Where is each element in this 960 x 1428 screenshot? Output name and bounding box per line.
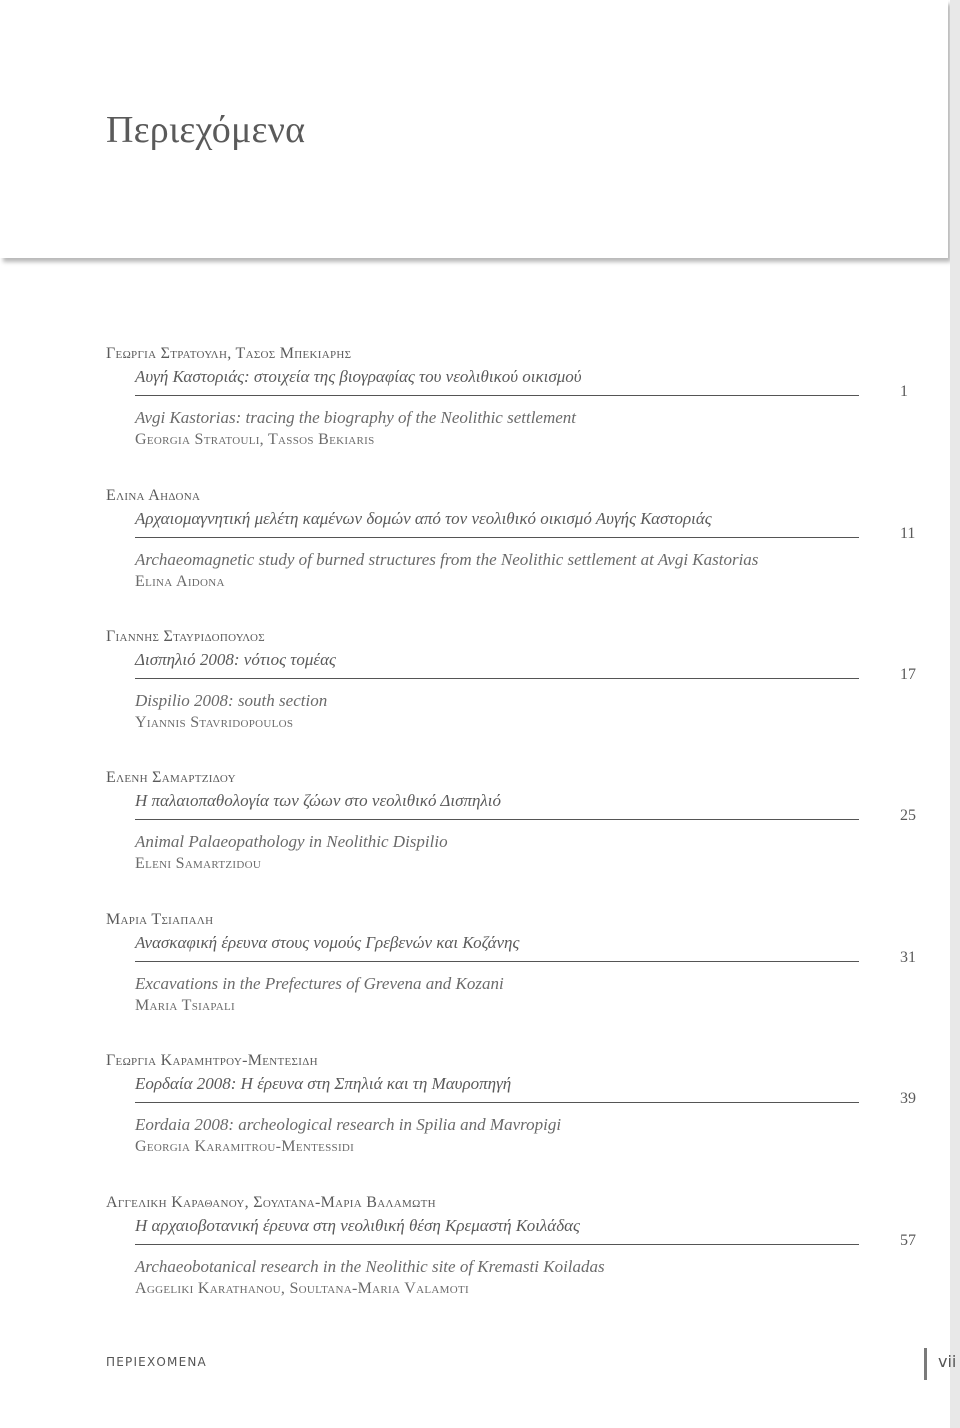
entry-title-english[interactable]: Dispilio 2008: south section xyxy=(135,691,328,710)
entry-authors-english: Aggeliki Karathanou, Soultana-Maria Valamoti xyxy=(135,1280,469,1297)
entry-authors-english: Georgia Karamitrou-Mentessidi xyxy=(135,1138,355,1155)
entry-authors-english: Eleni Samartzidou xyxy=(135,855,262,872)
entry-title-greek[interactable]: Η παλαιοπαθολογία των ζώων στο νεολιθικό Δισπηλιό xyxy=(135,791,502,810)
entry-page-number[interactable]: 1 xyxy=(900,383,908,400)
entry-page-number[interactable]: 39 xyxy=(900,1090,916,1107)
entry-page-number[interactable]: 11 xyxy=(900,525,916,542)
entry-rule xyxy=(135,537,859,538)
page-title: Περιεχόμενα xyxy=(106,109,306,151)
entry-title-english[interactable]: Archaeobotanical research in the Neolithic site of Kremasti Koiladas xyxy=(135,1257,605,1276)
entry-authors-greek: Ελινα Αηδονα xyxy=(106,487,201,504)
footer-page-number: vii xyxy=(938,1352,957,1371)
page-edge-strip xyxy=(950,0,960,1428)
toc-entry[interactable] xyxy=(106,628,926,748)
toc-entry[interactable] xyxy=(106,1194,926,1314)
entry-rule xyxy=(135,678,859,679)
entry-title-english[interactable]: Excavations in the Prefectures of Grevena and Kozani xyxy=(135,974,504,993)
entry-authors-greek: Ελενη Σαμαρτζιδου xyxy=(106,769,236,786)
entry-authors-greek: Γιαννης Σταυριδοπουλος xyxy=(106,628,266,645)
entry-authors-greek: Γεωργια Καραμητρου-Μεντεσιδη xyxy=(106,1052,318,1069)
entry-title-english[interactable]: Animal Palaeopathology in Neolithic Dispilio xyxy=(135,832,448,851)
entry-authors-english: Maria Tsiapali xyxy=(135,997,235,1014)
entry-rule xyxy=(135,819,859,820)
toc-entry[interactable] xyxy=(106,345,926,465)
toc-entry[interactable] xyxy=(106,1052,926,1172)
entry-page-number[interactable]: 31 xyxy=(900,949,916,966)
footer-divider xyxy=(924,1348,927,1380)
entry-page-number[interactable]: 17 xyxy=(900,666,916,683)
entry-title-english[interactable]: Archaeomagnetic study of burned structures from the Neolithic settlement at Avgi Kastorias xyxy=(135,550,759,569)
entry-authors-english: Elina Aidona xyxy=(135,573,225,590)
entry-title-english[interactable]: Avgi Kastorias: tracing the biography of the Neolithic settlement xyxy=(135,408,577,427)
entry-title-english[interactable]: Eordaia 2008: archeological research in Spilia and Mavropigi xyxy=(135,1115,562,1134)
entry-rule xyxy=(135,961,859,962)
entry-title-greek[interactable]: Η αρχαιοβοτανική έρευνα στη νεολιθική θέση Κρεμαστή Κοιλάδας xyxy=(135,1216,580,1235)
entry-title-greek[interactable]: Αυγή Καστοριάς: στοιχεία της βιογραφίας του νεολιθικού οικισμού xyxy=(135,367,582,386)
entry-page-number[interactable]: 57 xyxy=(900,1232,916,1249)
entry-authors-english: Georgia Stratouli, Tassos Bekiaris xyxy=(135,431,375,448)
entry-page-number[interactable]: 25 xyxy=(900,807,916,824)
entry-authors-english: Yiannis Stavridopoulos xyxy=(135,714,294,731)
running-footer-label: ΠΕΡΙΕΧΟΜΕΝΑ xyxy=(106,1355,207,1369)
entry-rule xyxy=(135,1102,859,1103)
toc-entry[interactable] xyxy=(106,911,926,1031)
entry-authors-greek: Γεωργια Στρατουλη, Τασος Μπεκιαρης xyxy=(106,345,352,362)
toc-entry[interactable] xyxy=(106,487,926,607)
entry-title-greek[interactable]: Εορδαία 2008: Η έρευνα στη Σπηλιά και τη Μαυροπηγή xyxy=(135,1074,512,1093)
entry-title-greek[interactable]: Ανασκαφική έρευνα στους νομούς Γρεβενών και Κοζάνης xyxy=(135,933,520,952)
entry-title-greek[interactable]: Δισπηλιό 2008: νότιος τομέας xyxy=(135,650,336,669)
entry-rule xyxy=(135,395,859,396)
entry-authors-greek: Αγγελικη Καραθανου, Σουλτανα-Μαρια Βαλαμωτη xyxy=(106,1194,436,1211)
entry-title-greek[interactable]: Αρχαιομαγνητική μελέτη καμένων δομών από τον νεολιθικό οικισμό Αυγής Καστοριάς xyxy=(135,509,712,528)
entry-rule xyxy=(135,1244,859,1245)
toc-entry[interactable] xyxy=(106,769,926,889)
entry-authors-greek: Μαρια Τσιαπαλη xyxy=(106,911,214,928)
